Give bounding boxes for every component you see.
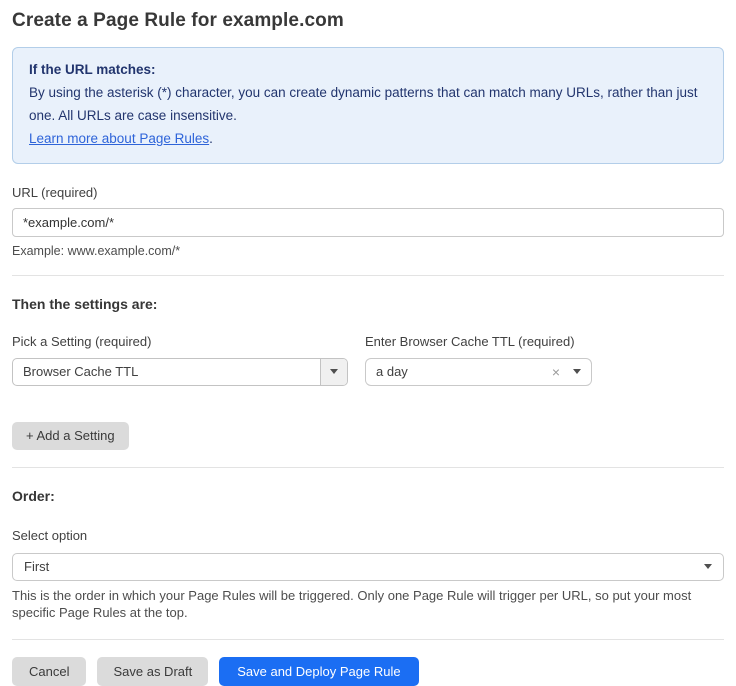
url-helper-text: Example: www.example.com/* bbox=[12, 243, 181, 258]
order-helper-text: This is the order in which your Page Rules will be triggered. Only one Page Rule will trigger per URL, so put your most specific Page Rules at the top. bbox=[12, 587, 692, 620]
divider bbox=[12, 275, 724, 276]
divider bbox=[12, 639, 724, 640]
pick-setting-value: Browser Cache TTL bbox=[23, 364, 139, 380]
pick-setting-caret-segment[interactable] bbox=[320, 359, 347, 385]
chevron-down-icon bbox=[330, 369, 338, 374]
save-and-deploy-button[interactable]: Save and Deploy Page Rule bbox=[219, 657, 418, 686]
learn-more-link[interactable]: Learn more about Page Rules bbox=[29, 130, 210, 146]
settings-selects-row bbox=[12, 334, 724, 386]
order-select[interactable] bbox=[12, 553, 724, 581]
pick-setting-column bbox=[12, 334, 348, 386]
chevron-down-icon bbox=[704, 564, 712, 569]
add-setting-button[interactable]: + Add a Setting bbox=[12, 422, 129, 450]
info-box-heading: If the URL matches: bbox=[29, 62, 156, 77]
info-box-body bbox=[29, 82, 707, 128]
info-body-text: By using the asterisk (*) character, you can create dynamic patterns that can match many URLs, rather than just one. All URLs are case insensitive. bbox=[29, 84, 698, 123]
cancel-button[interactable]: Cancel bbox=[12, 657, 86, 686]
url-field-label: URL (required) bbox=[12, 184, 98, 200]
info-box-link-line bbox=[29, 128, 707, 151]
order-section-heading: Order: bbox=[12, 487, 55, 504]
link-period: . bbox=[209, 130, 213, 146]
url-matches-info-box bbox=[12, 47, 724, 164]
url-input[interactable] bbox=[12, 208, 724, 237]
ttl-label: Enter Browser Cache TTL (required) bbox=[365, 333, 575, 349]
ttl-select[interactable] bbox=[365, 358, 592, 386]
ttl-value: a day bbox=[376, 364, 408, 380]
order-select-label: Select option bbox=[12, 527, 88, 543]
divider bbox=[12, 467, 724, 468]
save-as-draft-button[interactable]: Save as Draft bbox=[97, 657, 208, 686]
pick-setting-label: Pick a Setting (required) bbox=[12, 333, 152, 349]
order-select-value: First bbox=[24, 559, 50, 575]
chevron-down-icon bbox=[573, 369, 581, 374]
clear-icon[interactable]: × bbox=[551, 363, 560, 380]
footer-actions bbox=[12, 657, 724, 686]
ttl-column bbox=[365, 334, 592, 386]
pick-setting-select[interactable] bbox=[12, 358, 348, 386]
settings-section-heading: Then the settings are: bbox=[12, 295, 158, 312]
page-title: Create a Page Rule for example.com bbox=[12, 10, 344, 31]
